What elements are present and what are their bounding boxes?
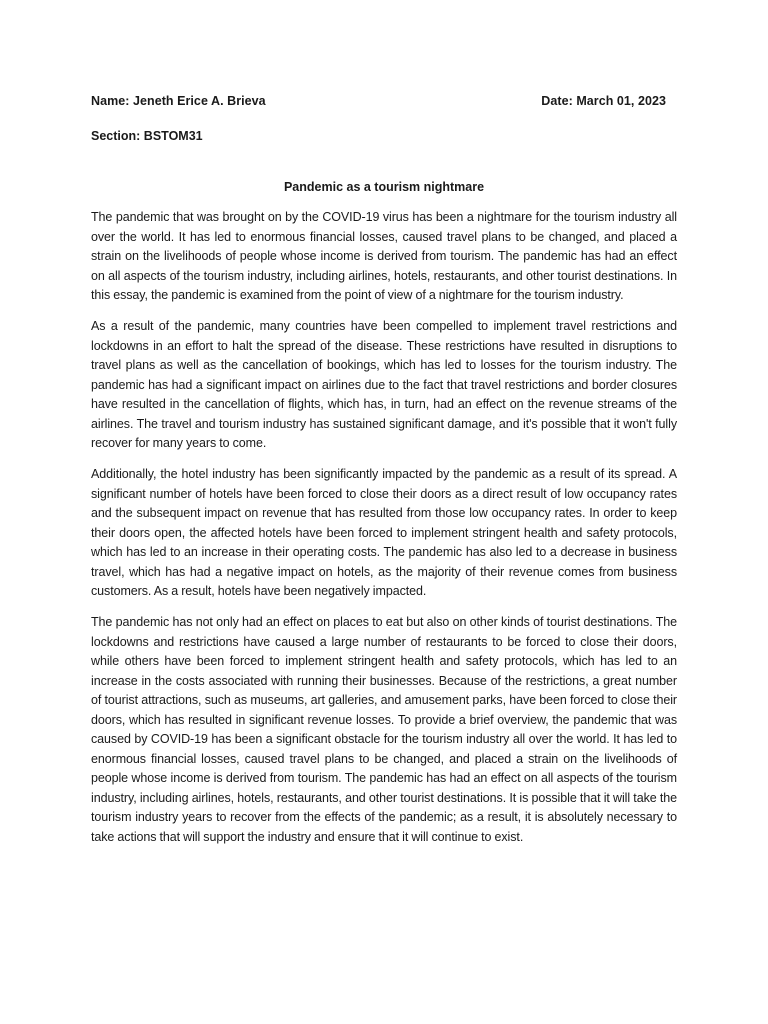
date-label: Date:: [541, 94, 573, 108]
section-field: [91, 129, 203, 143]
name-field: [91, 94, 266, 108]
header-row: [91, 94, 666, 108]
section-value: BSTOM31: [143, 129, 203, 143]
date-field: [541, 94, 666, 108]
date-value: March 01, 2023: [576, 94, 666, 108]
name-value: Jeneth Erice A. Brieva: [133, 94, 266, 108]
paragraph: As a result of the pandemic, many countries have been compelled to implement travel restrictions and lockdowns in an effort to halt the spread of the disease. These restrictions have resulted in disruptions to travel plans as well as the cancellation of bookings, which has led to losses for the tourism industry. The pandemic has had a significant impact on airlines due to the fact that travel restrictions and border closures have resulted in the cancellation of flights, which has, in turn, had an effect on the revenue streams of the airlines. The travel and tourism industry has sustained significant damage, and it's possible that it won't fully recover for many years to come.: [91, 319, 677, 450]
document-title: Pandemic as a tourism nightmare: [283, 180, 485, 194]
paragraph: Additionally, the hotel industry has been significantly impacted by the pandemic as a result of its spread. A significant number of hotels have been forced to close their doors as a direct result of low occupancy rates and the subsequent impact on revenue that has resulted from those low occupancy rates. In order to keep their doors open, the affected hotels have been forced to implement stringent health and safety protocols, which has led to an increase in their operating costs. The pandemic has also led to a decrease in business travel, which has had a negative impact on hotels, as the majority of their revenue comes from business customers. As a result, hotels have been negatively impacted.: [91, 467, 677, 598]
paragraph: The pandemic has not only had an effect on places to eat but also on other kinds of tourist destinations. The lockdowns and restrictions have caused a large number of restaurants to be forced to close their doors, while others have been forced to implement stringent health and safety protocols, which has led to an increase in the costs associated with running their businesses. Because of the restrictions, a great number of tourist attractions, such as museums, art galleries, and amusement parks, have been forced to close their doors, which has resulted in significant revenue losses. To provide a brief overview, the pandemic that was caused by COVID-19 has been a significant obstacle for the tourism industry all over the world. It has led to enormous financial losses, caused travel plans to be changed, and placed a strain on the livelihoods of people whose income is derived from tourism. The pandemic has had an effect on all aspects of the tourism industry, including airlines, hotels, restaurants, and other tourist destinations. It is possible that it will take the tourism industry years to recover from the effects of the pandemic; as a result, it is absolutely necessary to take actions that will support the industry and ensure that it will continue to exist.: [91, 615, 677, 844]
paragraph: The pandemic that was brought on by the COVID-19 virus has been a nightmare for the tourism industry all over the world. It has led to enormous financial losses, caused travel plans to be changed, and placed a strain on the livelihoods of people whose income is derived from tourism. The pandemic has had an effect on all aspects of the tourism industry, including airlines, hotels, restaurants, and other tourist destinations. In this essay, the pandemic is examined from the point of view of a nightmare for the tourism industry.: [91, 210, 677, 302]
name-label: Name:: [91, 94, 130, 108]
section-label: Section:: [91, 129, 141, 143]
document-body: [91, 208, 677, 859]
